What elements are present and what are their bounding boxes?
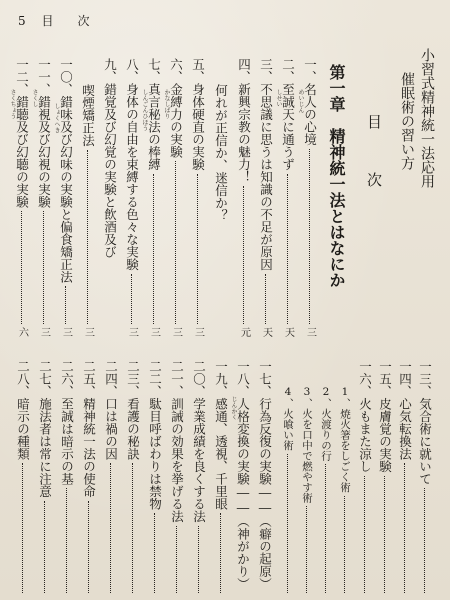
toc-entry-9-cont: 喫煙矯正法 三 xyxy=(80,84,96,336)
toc-entry-16-2: 2、火渡りの行 xyxy=(320,386,331,596)
toc-entry-22: 二二、駄目呼ばわりは禁物 xyxy=(148,360,161,596)
ruby-18: じんかく xyxy=(230,396,237,420)
toc-entry-25: 二五、精神統一法の使命 xyxy=(82,360,95,596)
toc-entry-8: 八、身体の自由を束縛する色々な実験 三 xyxy=(124,58,140,336)
toc-entry-21: 二一、訓誡の効果を挙げる法 xyxy=(170,360,183,596)
toc-entry-4: 四、新興宗教の魅力！ 元 xyxy=(236,58,252,336)
toc-heading: 目 次 xyxy=(365,114,383,201)
toc-entry-28: 二八、暗示の種類 xyxy=(16,360,29,596)
toc-entry-14: 一四、心気転換法 xyxy=(398,360,411,596)
toc-entry-5: 五、身体硬直の実験 三 xyxy=(190,58,206,336)
ruby-10: しょくへき xyxy=(53,103,60,133)
toc-entry-16-4: 4、火喰い術 xyxy=(282,386,293,596)
toc-entry-9: 九、錯覚及び幻覚の実験と飲酒及び xyxy=(102,58,118,258)
ruby-12: さくちょう xyxy=(9,89,16,119)
series-title: 小習式精神統一法応用 xyxy=(419,48,435,188)
ruby-7: しんごんひほう xyxy=(141,89,148,131)
toc-entry-16-3: 3、火を口中で燃やす術 xyxy=(301,386,312,596)
toc-entry-2: 二、至誠天に通うず 天 xyxy=(280,58,296,336)
toc-entry-6: 六、金縛力の実験 三 xyxy=(168,58,184,336)
toc-entry-7: 七、真言秘法の棒縛 三 xyxy=(146,58,162,336)
chapter-heading: 第一章 精神統一法とはなにか xyxy=(327,64,346,288)
toc-entry-19: 一九、感通、透視、千里眼 xyxy=(214,360,227,596)
toc-entry-3: 三、不思議に思うは知識の不足が原因 天 xyxy=(258,58,274,336)
toc-entry-26: 二六、至誠は暗示の基 xyxy=(60,360,73,596)
toc-entry-13: 一三、気合術に就いて xyxy=(418,360,431,596)
toc-entry-18: 一八、人格変換の実験――（神がかり） xyxy=(235,360,251,590)
ruby-1: めいじん xyxy=(297,89,304,113)
toc-entry-10: 一〇、錯味及び幻味の実験と偏食矯正法 三 xyxy=(58,58,74,336)
ruby-11: さくし xyxy=(31,89,38,107)
toc-entry-20: 二〇、学業成績を良くする法 xyxy=(192,360,205,596)
toc-entry-15: 一五、皮膚覚の実験 xyxy=(378,360,391,596)
toc-entry-16: 一六、火もまた涼し xyxy=(358,360,371,596)
toc-entry-1: 一、名人の心境 三 xyxy=(302,58,318,336)
ruby-2: しせい xyxy=(275,89,282,107)
toc-entry-27: 二七、施法者は常に注意 xyxy=(38,360,51,596)
toc-entry-16-1: 1、焼火箸をしごく術 xyxy=(339,386,350,596)
toc-entry-23: 二三、看護の秘訣 xyxy=(126,360,139,596)
toc-entry-12: 一二、錯聴及び幻聴の実験 六 xyxy=(14,58,30,336)
running-head: 5 目 次 xyxy=(18,14,96,28)
ruby-6: かなしばり xyxy=(163,89,170,119)
toc-entry-24: 二四、口は禍の因 xyxy=(104,360,117,596)
book-subtitle: 催眠術の習い方 xyxy=(399,72,415,170)
toc-entry-17: 一七、行為反復の実験――（癖の起原） xyxy=(257,360,273,590)
toc-entry-11: 一一、錯視及び幻視の実験 三 xyxy=(36,58,52,336)
toc-entry-4-sub: 何れが正信か、迷信か？ xyxy=(213,84,229,222)
